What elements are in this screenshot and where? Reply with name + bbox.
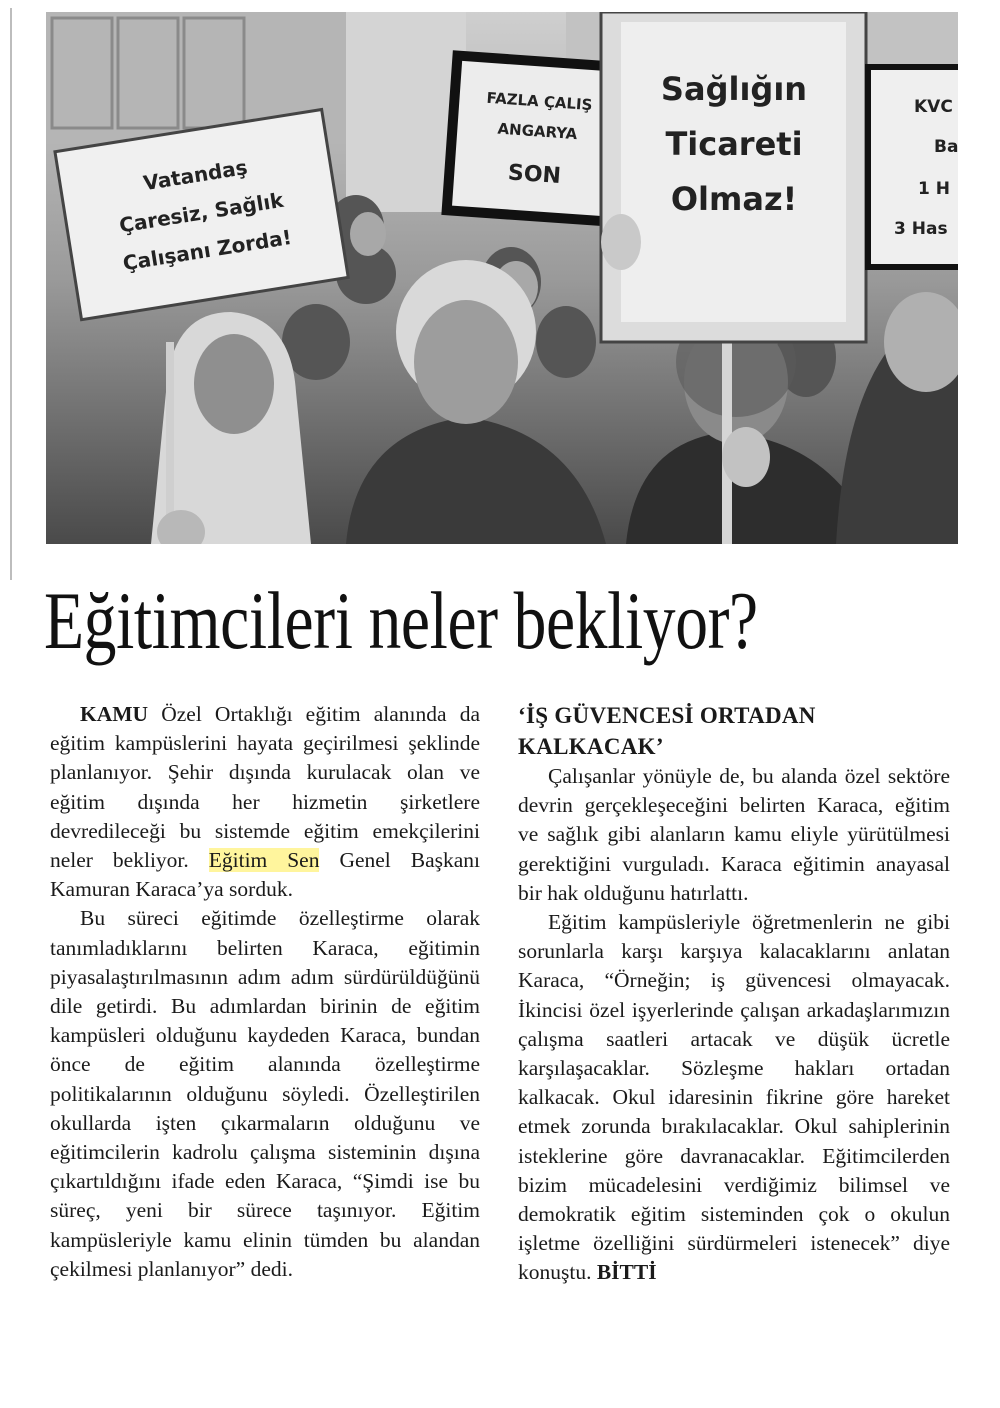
article-column-right xyxy=(518,700,950,1288)
news-photo-protest xyxy=(46,12,958,544)
intro-text: Özel Ortaklığı eğitim alanında da eğitim kampüslerini hayata geçirilmesi şeklinde planlanıyor. Şehir dışında kurulacak olan ve eğitim dışında her hizmetin şirketlere devredileceği bu sistemde eğitim emekçilerini neler bekliyor. xyxy=(50,702,480,873)
sign-right-line-1: Sağlığın xyxy=(660,70,808,108)
sign-right-line-2: Ticareti xyxy=(665,125,803,163)
sign-left-line-2: Çaresiz, Sağlık xyxy=(117,187,286,238)
sign-right-line-3: Olmaz! xyxy=(670,180,798,218)
section-subheading: ‘İŞ GÜVENCESİ ORTADAN KALKACAK’ xyxy=(518,703,816,759)
sign-left-line-1: Vatandaş xyxy=(141,155,250,196)
body-paragraph-3: Çalışanlar yönüyle de, bu alanda özel sektöre devrin gerçekleşeceğini belirten Karaca, eğitim ve sağlık gibi alanların kamu eliyle yürütülmesi gerektiğini vurguladı. Karaca eğitimin anayasal bir hak olduğunu hatırlattı. xyxy=(518,764,950,905)
sign-middle-line-2: ANGARYA xyxy=(496,119,578,144)
body-paragraph-2: Bu süreci eğitimde özelleştirme olarak tanımladıklarını belirten Karaca, eğitimin piyasalaştırılmasının adım adım sürdürüldüğünü dile getirdi. Bu adımlardan birinin de eğitim kampüsleri olduğunu kaydeden Karaca, bundan önce de eğitim alanında özelleştirme politikalarının olduğunu söyledi. Özelleştirilen okullarda işten çıkarmaların olduğunu ve eğitimcilerin kadrolu çalışma sisteminin dışına çıkartıldığını ifade eden Karaca, “Şimdi ise bu süreç, yeni bir sürece taşınıyor. Eğitim kampüsleriyle kamu elinin tümden bu alandan çekilmesi planlanıyor” dedi. xyxy=(50,906,480,1281)
sign-middle-line-1: FAZLA ÇALIŞ xyxy=(486,88,593,115)
intro-paragraph xyxy=(50,700,480,904)
sign-far-right-line-3: 1 H xyxy=(918,179,950,199)
highlighted-union-name: Eğitim Sen xyxy=(208,848,320,873)
sign-left-line-3: Çalışanı Zorda! xyxy=(121,224,294,276)
article-headline: Eğitimcileri neler bekliyor? xyxy=(44,575,758,666)
end-mark: BİTTİ xyxy=(596,1260,657,1285)
sign-far-right-line-2: Ba xyxy=(934,137,958,157)
intro-tail: Genel Başkanı Kamuran Karaca’ya sorduk. xyxy=(50,848,481,902)
sign-far-right-line-4: 3 Has xyxy=(894,219,948,239)
sign-far-right-line-1: KVC xyxy=(914,97,953,117)
article-column-left xyxy=(50,700,480,1284)
closing-text: Eğitim kampüsleriyle öğretmenlerin ne gibi sorunlarla karşı karşıya kalacaklarını anlatan Karaca, “Örneğin; iş güvencesi olmayacak. İkincisi özel işyerlerinde çalışan arkadaşlarımızın çalışma saatleri artacak ve düşük ücretle karşılaşacaklar. Sözleşme hakları ortadan kalkacak. Okul idaresinin fikrine göre hareket etmek zorunda bırakılacaklar. Okul sahiplerinin isteklerine göre davranacaklar. Eğitimcilerden bizim mücadelesini verdiğimiz bilimsel ve demokratik eğitim sisteminden çok o okulun işletme özelliğini sürdürmeleri istenecek” diye konuştu. xyxy=(518,910,950,1285)
lead-word: KAMU xyxy=(80,702,149,726)
page-margin-rule xyxy=(10,8,12,580)
body-paragraph-4 xyxy=(518,908,950,1288)
sign-middle-line-3: SON xyxy=(507,160,562,190)
